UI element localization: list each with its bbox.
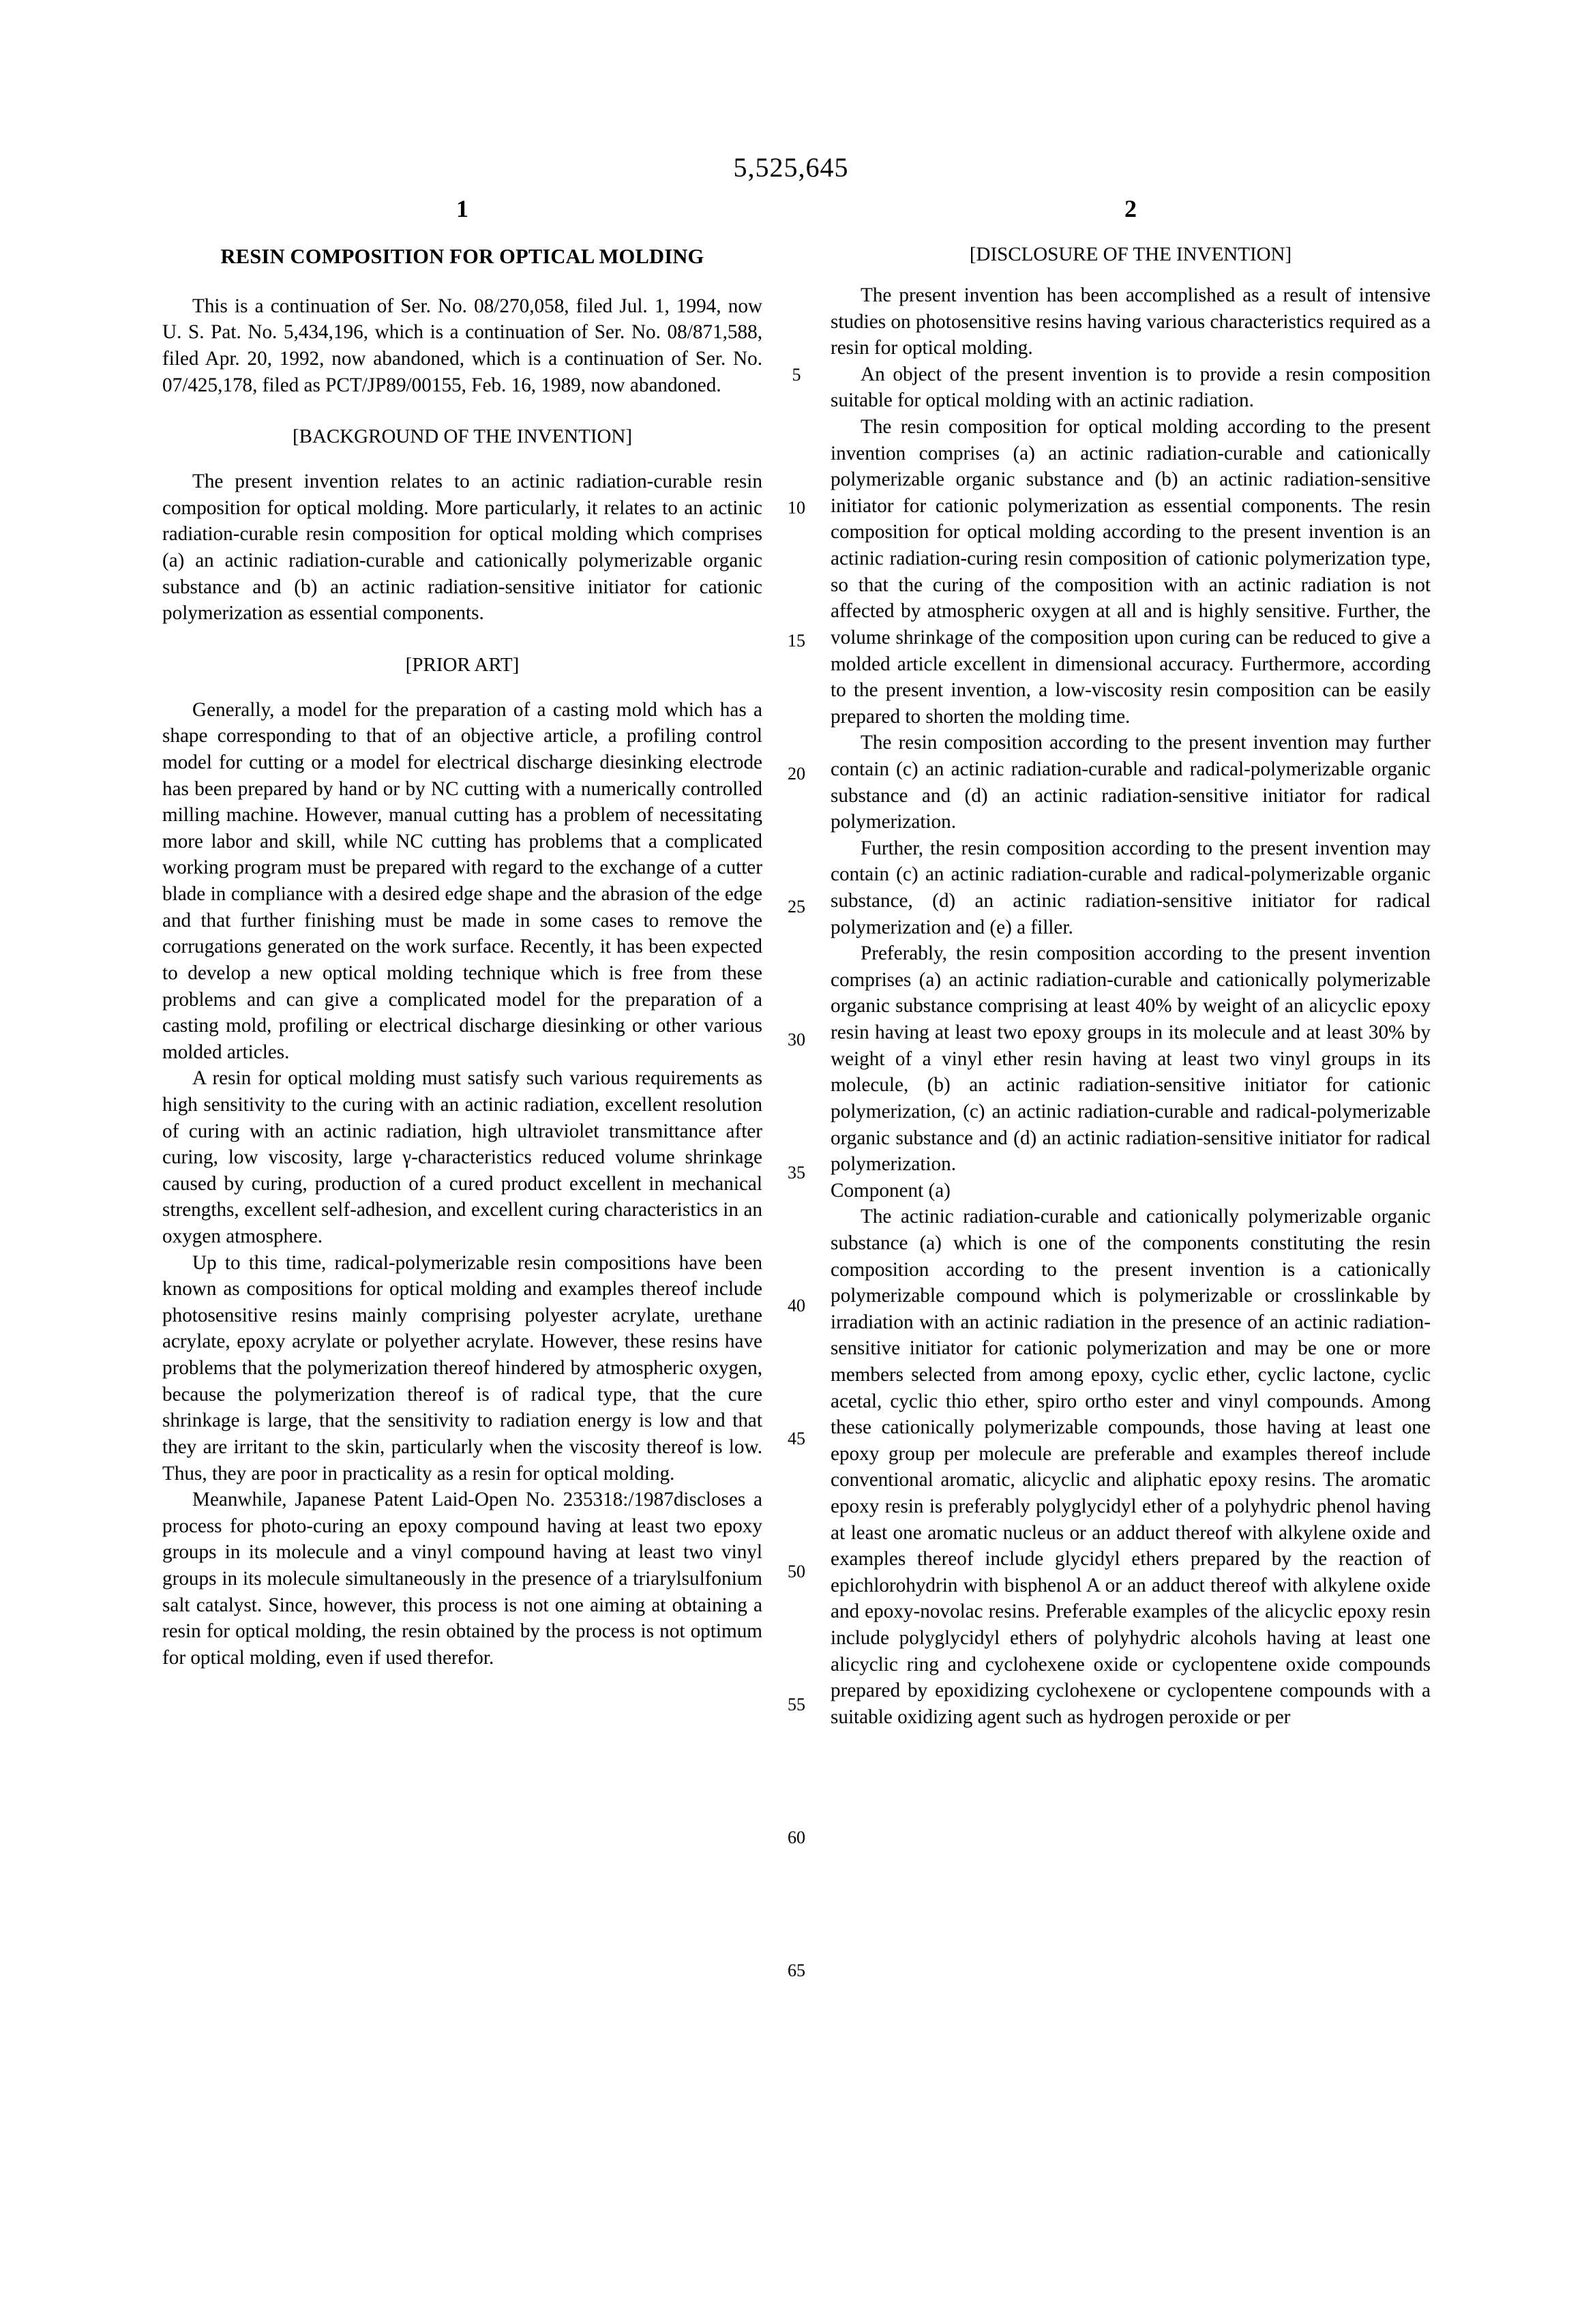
line-number: 35 [788, 1163, 805, 1182]
disclosure-paragraph-5: Further, the resin composition according to the present invention may contain (c) an actinic radiation-curable and radical-polymerizable organic substance, (d) an actinic radiation-sensitive initiator for radical polymerization and (e) a filler. [831, 837, 1431, 938]
left-column [162, 194, 805, 1980]
line-number: 40 [788, 1296, 805, 1315]
disclosure-paragraph-2: An object of the present invention is to provide a resin composition suitable for optical molding with an actinic radiation. [831, 363, 1431, 412]
prior-art-paragraph-4: Meanwhile, Japanese Patent Laid-Open No. 235318:/1987discloses a process for photo-curing an epoxy compound having at least two epoxy groups in its molecule and a vinyl compound having at least two vinyl groups in its molecule simultaneously in the presence of a triarylsulfonium salt catalyst. Since, however, this process is not one aiming at obtaining a resin for optical molding, the resin obtained by the process is not optimum for optical molding, even if used therefor. [162, 1489, 762, 1669]
prior-art-paragraph-1: Generally, a model for the preparation of a casting mold which has a shape corresponding to that of an objective article, a profiling control model for cutting or a model for electrical discharge diesinking electrode has been prepared by hand or by NC cutting with a numerically controlled milling machine. However, manual cutting has a problem of necessitating more labor and skill, while NC cutting has problems that a complicated working program must be prepared with regard to the exchange of a cutter blade in compliance with a desired edge shape and the abrasion of the edge and that further finishing must be made in some cases to remove the corrugations generated on the work surface. Recently, it has been expected to develop a new optical molding technique which is free from these problems and can give a complicated model for the preparation of a casting mold, profiling or electrical discharge diesinking or other various molded articles. [162, 698, 762, 1063]
disclosure-paragraph-1: The present invention has been accomplished as a result of intensive studies on photosensitive resins having various characteristics required as a resin for optical molding. [831, 284, 1431, 359]
continuation-paragraph: This is a continuation of Ser. No. 08/270,058, filed Jul. 1, 1994, now U. S. Pat. No. 5,434,196, which is a continuation of Ser. No. 08/871,588, filed Apr. 20, 1992, now abandoned, which is a continuation of Ser. No. 07/425,178, filed as PCT/JP89/00155, Feb. 16, 1989, now abandoned. [162, 295, 762, 396]
line-number: 30 [788, 1030, 805, 1049]
heading-background: [BACKGROUND OF THE INVENTION] [292, 426, 633, 448]
heading-disclosure: [DISCLOSURE OF THE INVENTION] [969, 243, 1292, 265]
line-number: 15 [788, 631, 805, 651]
heading-prior-art: [PRIOR ART] [405, 653, 520, 676]
background-paragraph-1: The present invention relates to an actinic radiation-curable resin composition for optical molding. More particularly, it relates to an actinic radiation-curable resin composition for optical molding which comprises (a) an actinic radiation-curable and cationically polymerizable organic substance and (b) an actinic radiation-sensitive initiator for cationic polymerization as essential components. [162, 471, 762, 625]
line-number: 50 [788, 1562, 805, 1581]
line-number: 10 [788, 498, 805, 518]
component-a-paragraph: The actinic radiation-curable and cationically polymerizable organic substance (a) which is one of the components constituting the resin composition according to the present invention is a cationically polymerizable compound which is polymerizable or crosslinkable by irradiation with an actinic radiation in the presence of an actinic radiation-sensitive initiator for cationic polymerization and may be one or more members selected from among epoxy, cyclic ether, cyclic lactone, cyclic acetal, cyclic thio ether, spiro ortho ester and vinyl compounds. Among these cationically polymerizable compounds, those having at least one epoxy group per molecule are preferable and examples thereof include conventional aromatic, alicyclic and aliphatic epoxy resins. The aromatic epoxy resin is preferably polyglycidyl ether of a polyhydric phenol having at least one aromatic nucleus or an adduct thereof with alkylene oxide and examples thereof include glycidyl ethers prepared by the reaction of epichlorohydrin with bisphenol A or an adduct thereof with alkylene oxide and epoxy-novolac resins. Preferable examples of the alicyclic epoxy resin include polyglycidyl ethers of polyhydric alcohols having at least one alicyclic ring and cyclohexene oxide or cyclopentene oxide compounds prepared by epoxidizing cyclohexene or cyclopentene compounds with a suitable oxidizing agent such as hydrogen peroxide or per [831, 1206, 1431, 1728]
disclosure-paragraph-4: The resin composition according to the present invention may further contain (c) an actinic radiation-curable and radical-polymerizable organic substance and (d) an actinic radiation-sensitive initiator for radical polymerization. [831, 732, 1431, 833]
line-number: 45 [788, 1429, 805, 1448]
patent-number: 5,525,645 [733, 152, 849, 183]
line-number-gutter [776, 194, 817, 1980]
line-number: 65 [788, 1961, 805, 1980]
left-column-number: 1 [456, 195, 468, 222]
right-column-number: 2 [1124, 195, 1137, 222]
line-number: 25 [788, 897, 805, 917]
disclosure-paragraph-3: The resin composition for optical molding according to the present invention comprises (a) an actinic radiation-curable and cationically polymerizable organic substance and (b) an actinic radiation-sensitive initiator for cationic polymerization as essential components. The resin composition for optical molding according to the present invention is an actinic radiation-curing resin composition of cationic polymerization type, so that the curing of the composition with an actinic radiation is not affected by atmospheric oxygen at all and is highly sensitive. Further, the volume shrinkage of the composition upon curing can be reduced to give a molded article excellent in dimensional accuracy. Furthermore, according to the present invention, a low-viscosity resin composition can be easily prepared to shorten the molding time. [831, 416, 1431, 728]
line-number: 60 [788, 1828, 805, 1847]
prior-art-paragraph-2: A resin for optical molding must satisfy such various requirements as high sensitivity to the curing with an actinic radiation, excellent resolution of curing with an actinic radiation, high ultraviolet transmittance after curing, low viscosity, large γ-characteristics reduced volume shrinkage caused by curing, production of a cured product excellent in mechanical strengths, excellent self-adhesion, and excellent curing characteristics in an oxygen atmosphere. [162, 1067, 762, 1248]
right-column [831, 194, 1431, 1731]
line-number: 55 [788, 1695, 805, 1714]
line-number: 20 [788, 764, 805, 784]
two-column-body [162, 194, 1431, 1980]
disclosure-paragraph-6: Preferably, the resin composition according to the present invention comprises (a) an actinic radiation-curable and cationically polymerizable organic substance comprising at least 40% by weight of an alicyclic epoxy resin having at least two epoxy groups in its molecule and at least 30% by weight of a vinyl ether resin having at least two vinyl groups in its molecule, (b) an actinic radiation-sensitive initiator for cationic polymerization, (c) an actinic radiation-curable and radical-polymerizable organic substance and (d) an actinic radiation-sensitive initiator for radical polymerization. [831, 942, 1431, 1176]
page-title: RESIN COMPOSITION FOR OPTICAL MOLDING [220, 245, 704, 268]
line-number: 5 [792, 365, 801, 385]
component-a-label: Component (a) [831, 1179, 951, 1202]
prior-art-paragraph-3: Up to this time, radical-polymerizable resin compositions have been known as compositions for optical molding and examples thereof include photosensitive resins mainly comprising polyester acrylate, urethane acrylate, epoxy acrylate or polyether acrylate. However, these resins have problems that the polymerization thereof hindered by atmospheric oxygen, because the polymerization thereof is of radical type, that the cure shrinkage is large, that the sensitivity to radiation energy is low and that they are irritant to the skin, particularly when the viscosity thereof is low. Thus, they are poor in practicality as a resin for optical molding. [162, 1251, 762, 1485]
